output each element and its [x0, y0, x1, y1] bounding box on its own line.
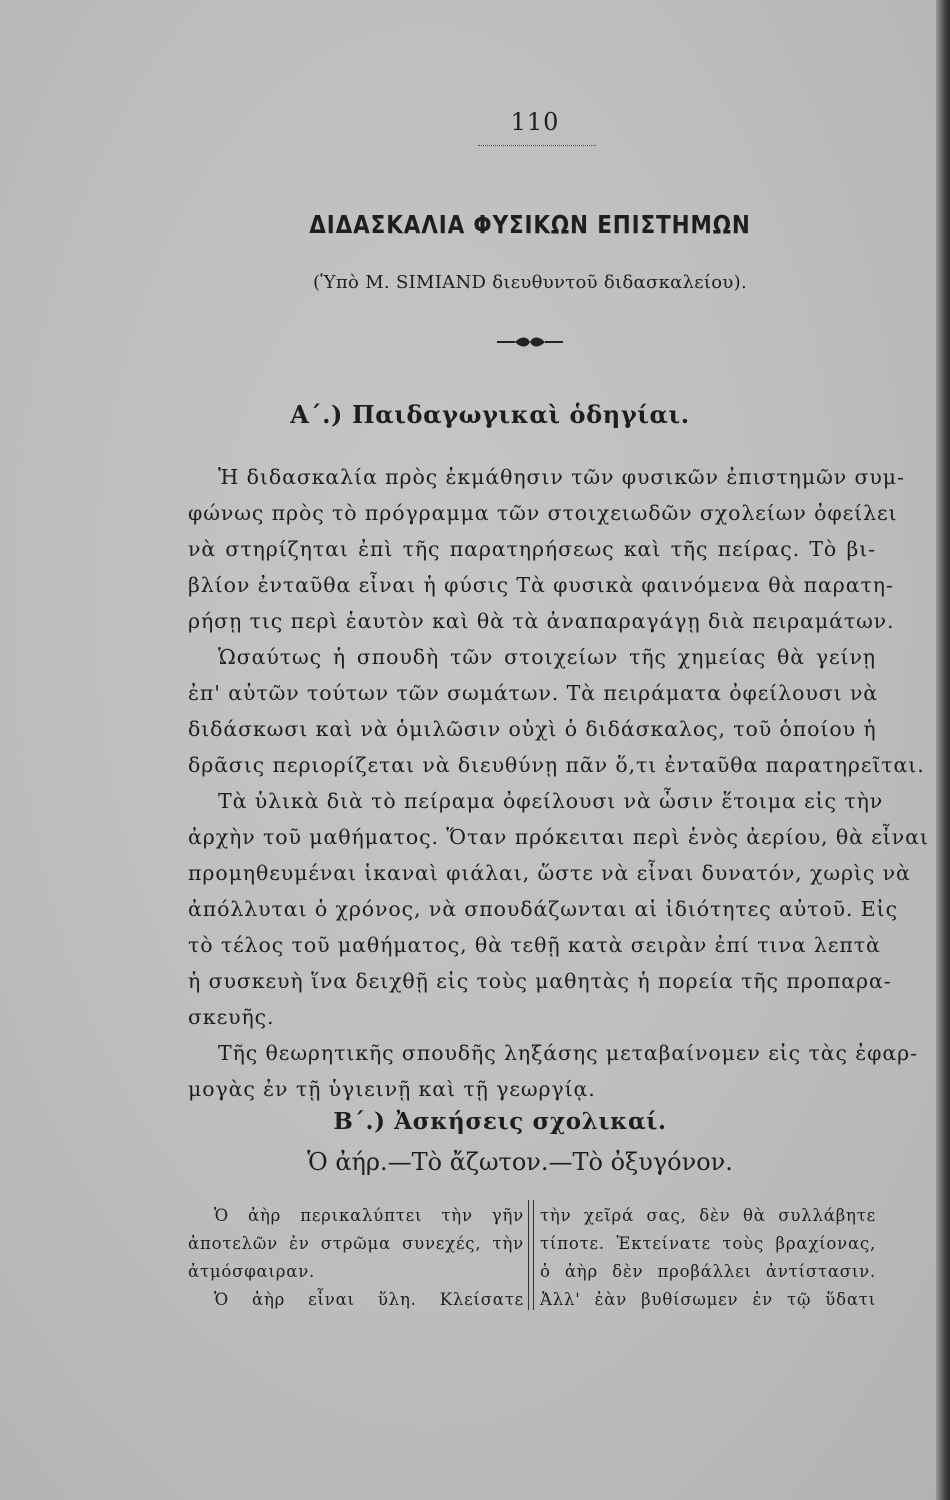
left-column-line: ἀτμόσφαιραν. [188, 1262, 316, 1281]
body-line: Τὰ ὑλικὰ διὰ τὸ πείραμα ὀφείλουσι νὰ ὦσιν ἕτοιμα εἰς τὴν [218, 789, 884, 813]
body-line: Τῆς θεωρητικῆς σπουδῆς ληξάσης μεταβαίνομεν εἰς τὰς ἐφαρ- [218, 1041, 918, 1065]
body-line: Ὡσαύτως ἡ σπουδὴ τῶν στοιχείων τῆς χημείας θὰ γείνῃ [218, 645, 876, 669]
book-spine [936, 0, 950, 1500]
section-b-heading: Β΄.) Ἀσκήσεις σχολικαί. [333, 1108, 667, 1135]
body-line: ἀρχὴν τοῦ μαθήματος. Ὅταν πρόκειται περὶ ἑνὸς ἀερίου, θὰ εἶναι [188, 825, 929, 849]
right-column-line: τὴν χεῖρά σας, δὲν θὰ συλλάβητε [540, 1206, 876, 1225]
body-line: ρήσῃ τις περὶ ἑαυτὸν καὶ θὰ τὰ ἀναπαραγάγῃ διὰ πειραμάτων. [188, 609, 895, 633]
page-number: 110 [510, 108, 560, 136]
right-column-line: τίποτε. Ἐκτείνατε τοὺς βραχίονας, [540, 1234, 876, 1253]
body-line: δρᾶσις περιορίζεται νὰ διευθύνῃ πᾶν ὅ,τι ἐνταῦθα παρατηρεῖται. [188, 753, 925, 777]
section-a-heading: Α΄.) Παιδαγωγικαὶ ὁδηγίαι. [290, 400, 690, 429]
ornament-icon [495, 335, 565, 349]
left-column-line: ἀποτελῶν ἐν στρῶμα συνεχές, τὴν [188, 1234, 524, 1253]
column-divider [528, 1200, 534, 1310]
section-b-subheading: Ὁ ἀήρ.—Τὸ ἄζωτον.—Τὸ ὀξυγόνον. [307, 1148, 733, 1176]
body-line: ἡ συσκευὴ ἵνα δειχθῇ εἰς τοὺς μαθητὰς ἡ πορεία τῆς προπαρα- [188, 969, 892, 993]
body-line: σκευῆς. [188, 1005, 275, 1029]
article-byline: (Ὑπὸ Μ. SIMIAND διευθυντοῦ διδασκαλείου). [312, 272, 748, 293]
body-line: ἐπ' αὐτῶν τούτων τῶν σωμάτων. Τὰ πειράματα ὀφείλουσι νὰ [188, 681, 879, 705]
right-column-line: ὁ ἀὴρ δὲν προβάλλει ἀντίστασιν. [540, 1262, 876, 1281]
page-number-rule [478, 145, 596, 146]
body-line: ἀπόλλυται ὁ χρόνος, νὰ σπουδάζωνται αἱ ἰδιότητες αὐτοῦ. Εἰς [188, 897, 898, 921]
body-line: Ἡ διδασκαλία πρὸς ἐκμάθησιν τῶν φυσικῶν ἐπιστημῶν συμ- [218, 465, 905, 489]
right-column-line: Ἀλλ' ἐὰν βυθίσωμεν ἐν τῷ ὕδατι [540, 1290, 876, 1309]
body-line: προμηθευμέναι ἱκαναὶ φιάλαι, ὥστε νὰ εἶναι δυνατόν, χωρὶς νὰ [188, 861, 911, 885]
left-column-line: Ὁ ἀὴρ περικαλύπτει τὴν γῆν [214, 1206, 524, 1225]
body-line: διδάσκωσι καὶ νὰ ὁμιλῶσιν οὐχὶ ὁ διδάσκαλος, τοῦ ὁποίου ἡ [188, 717, 877, 741]
body-line: βλίον ἐνταῦθα εἶναι ἡ φύσις Τὰ φυσικὰ φαινόμενα θὰ παρατη- [188, 573, 894, 597]
body-line: τὸ τέλος τοῦ μαθήματος, θὰ τεθῇ κατὰ σειρὰν ἐπί τινα λεπτὰ [188, 933, 881, 957]
article-title: ΔΙΔΑΣΚΑΛΙΑ ΦΥΣΙΚΩΝ ΕΠΙΣΤΗΜΩΝ [309, 210, 751, 239]
body-line: μογὰς ἐν τῇ ὑγιεινῇ καὶ τῇ γεωργίᾳ. [188, 1077, 596, 1101]
left-column-line: Ὁ ἀὴρ εἶναι ὕλη. Κλείσατε [214, 1290, 524, 1309]
body-line: νὰ στηρίζηται ἐπὶ τῆς παρατηρήσεως καὶ τῆς πείρας. Τὸ βι- [188, 537, 876, 561]
body-line: φώνως πρὸς τὸ πρόγραμμα τῶν στοιχειωδῶν σχολείων ὀφείλει [188, 501, 898, 525]
